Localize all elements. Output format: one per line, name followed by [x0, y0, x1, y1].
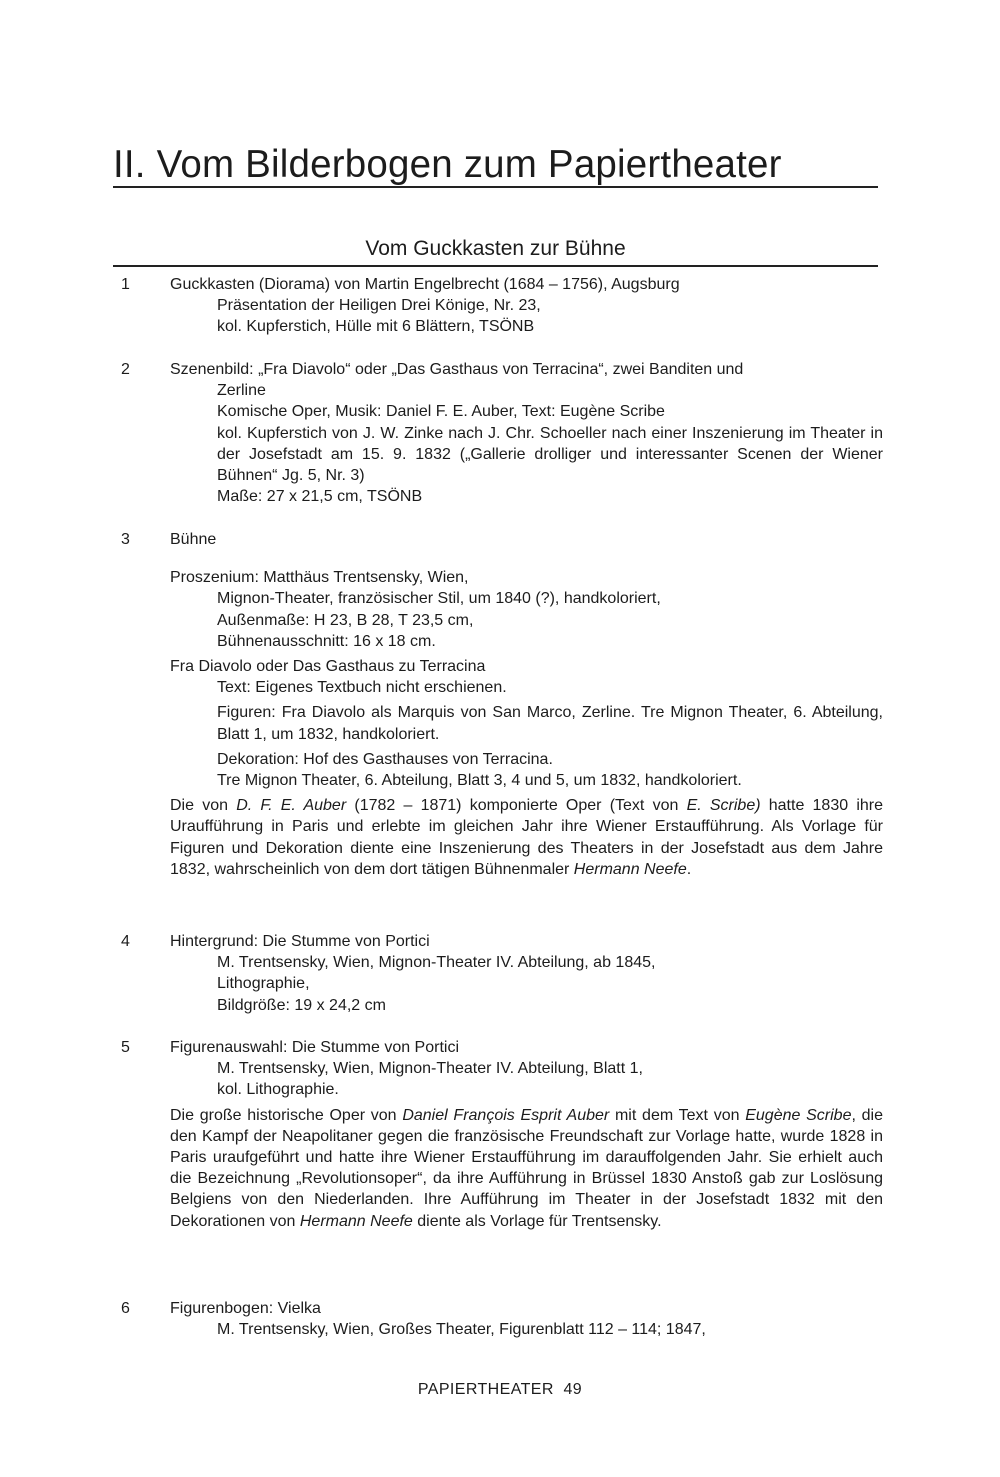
play-block: [170, 656, 883, 791]
entry-line: Lithographie,: [217, 975, 310, 993]
play-figures: Figuren: Fra Diavolo als Marquis von San Marco, Zerline. Tre Mignon Theater, 6. Abteilung, Blatt 1, um 1832, handkoloriert.: [217, 704, 883, 743]
entry-line: Bildgröße: 19 x 24,2 cm: [217, 996, 386, 1014]
commentary-name: Hermann Neefe: [299, 1212, 413, 1230]
entry-heading: Bühne: [170, 531, 217, 548]
play-heading: Fra Diavolo oder Das Gasthaus zu Terracina: [170, 658, 486, 676]
running-title: PAPIERTHEATER: [417, 1381, 554, 1398]
entry-heading: Figurenbogen: Vielka: [170, 1300, 321, 1317]
entry-line: Bühnenausschnitt: 16 x 18 cm.: [217, 632, 436, 650]
entry-line: M. Trentsensky, Wien, Mignon-Theater IV. Abteilung, Blatt 1,: [217, 1060, 643, 1078]
commentary-text: .: [686, 860, 692, 878]
entry-line: Mignon-Theater, französischer Stil, um 1840 (?), handkoloriert,: [217, 590, 661, 608]
entry-commentary: [170, 795, 883, 880]
entry-line: M. Trentsensky, Wien, Mignon-Theater IV. Abteilung, ab 1845,: [217, 954, 656, 972]
commentary-text: Die von: [170, 797, 237, 815]
title-underline: [113, 186, 878, 188]
commentary-name: E. Scribe): [686, 797, 761, 815]
entry-line: Außenmaße: H 23, B 28, T 23,5 cm,: [217, 611, 474, 629]
entry-line: M. Trentsensky, Wien, Großes Theater, Figurenblatt 112 – 114; 1847,: [217, 1321, 706, 1339]
page-footer: [0, 1381, 1000, 1399]
entry-heading: Hintergrund: Die Stumme von Portici: [170, 933, 430, 950]
commentary-text: Die große historische Oper von: [170, 1106, 403, 1124]
entry-line: Präsentation der Heiligen Drei Könige, Nr. 23,: [217, 297, 541, 315]
chapter-title: II. Vom Bilderbogen zum Papiertheater: [113, 143, 782, 186]
commentary-name: Daniel François Esprit Auber: [402, 1106, 610, 1124]
entry-line: Maße: 27 x 21,5 cm, TSÖNB: [217, 488, 423, 506]
commentary-text: hatte 1830 ihre Uraufführung in Paris und erlebte im gleichen Jahr ihre Wiener Erstaufführung. Als Vorlage für Figuren und Dekoration diente eine Inszenierung des Theaters in der Josefstadt aus dem Jahre 1832, wahrscheinlich von dem dort tätigen Bühnenmaler: [170, 797, 884, 878]
proscenium-block: [170, 567, 883, 652]
entry-line: kol. Kupferstich, Hülle mit 6 Blättern, TSÖNB: [217, 318, 535, 336]
entry-heading: Guckkasten (Diorama) von Martin Engelbrecht (1684 – 1756), Augsburg: [170, 276, 680, 293]
entry-number: 2: [121, 361, 130, 378]
entry-line: Zerline: [217, 382, 266, 400]
commentary-name: Hermann Neefe: [573, 860, 687, 878]
entry-number: 5: [121, 1039, 130, 1056]
commentary-text: diente als Vorlage für Trentsensky.: [412, 1212, 662, 1230]
commentary-name: D. F. E. Auber: [236, 797, 347, 815]
play-text-note: Text: Eigenes Textbuch nicht erschienen.: [217, 679, 507, 697]
entry-line: Komische Oper, Musik: Daniel F. E. Auber, Text: Eugène Scribe: [217, 403, 665, 421]
commentary-text: (1782 – 1871) komponierte Oper (Text von: [346, 797, 687, 815]
entry-heading: Figurenauswahl: Die Stumme von Portici: [170, 1039, 460, 1056]
commentary-text: mit dem Text von: [609, 1106, 746, 1124]
commentary-name: Eugène Scribe: [745, 1106, 852, 1124]
entry-heading: Szenenbild: „Fra Diavolo“ oder „Das Gasthaus von Terracina“, zwei Banditen und: [170, 361, 744, 378]
entry-commentary: [170, 1105, 883, 1232]
entry-number: 4: [121, 933, 130, 950]
entry-number: 3: [121, 531, 130, 548]
section-title: Vom Guckkasten zur Bühne: [365, 237, 626, 260]
commentary-text: , die den Kampf der Neapolitaner gegen die französische Freundschaft zur Vorlage hatte, wurde 1828 in Paris uraufgeführt und hatte ihre Wiener Erstaufführung im darauffolgenden Jahr. Sie erhielt auch die Bezeichnung „Revolutionsoper“, da ihre Aufführung in Brüssel 1830 Anstoß gab zur Loslösung Belgiens von den Niederlanden. Ihre Aufführung im Theater in der Josefstadt 1832 mit den Dekorationen von: [170, 1106, 884, 1230]
entry-number: 6: [121, 1300, 130, 1317]
page-number: 49: [563, 1381, 583, 1398]
play-decoration: Dekoration: Hof des Gasthauses von Terracina.: [217, 750, 553, 768]
entry-paragraph: kol. Kupferstich von J. W. Zinke nach J. Chr. Schoeller nach einer Inszenierung im Theater in der Josefstadt am 15. 9. 1832 („Gallerie drolliger und interessanter Scenen der Wiener Bühnen“ Jg. 5, Nr. 3): [217, 424, 883, 485]
section-divider: [113, 265, 878, 267]
entry-number: 1: [121, 276, 130, 293]
play-decoration-detail: Tre Mignon Theater, 6. Abteilung, Blatt 3, 4 und 5, um 1832, handkoloriert.: [217, 772, 742, 790]
proscenium-heading: Proszenium: Matthäus Trentsensky, Wien,: [170, 569, 469, 587]
entry-line: kol. Lithographie.: [217, 1081, 339, 1099]
